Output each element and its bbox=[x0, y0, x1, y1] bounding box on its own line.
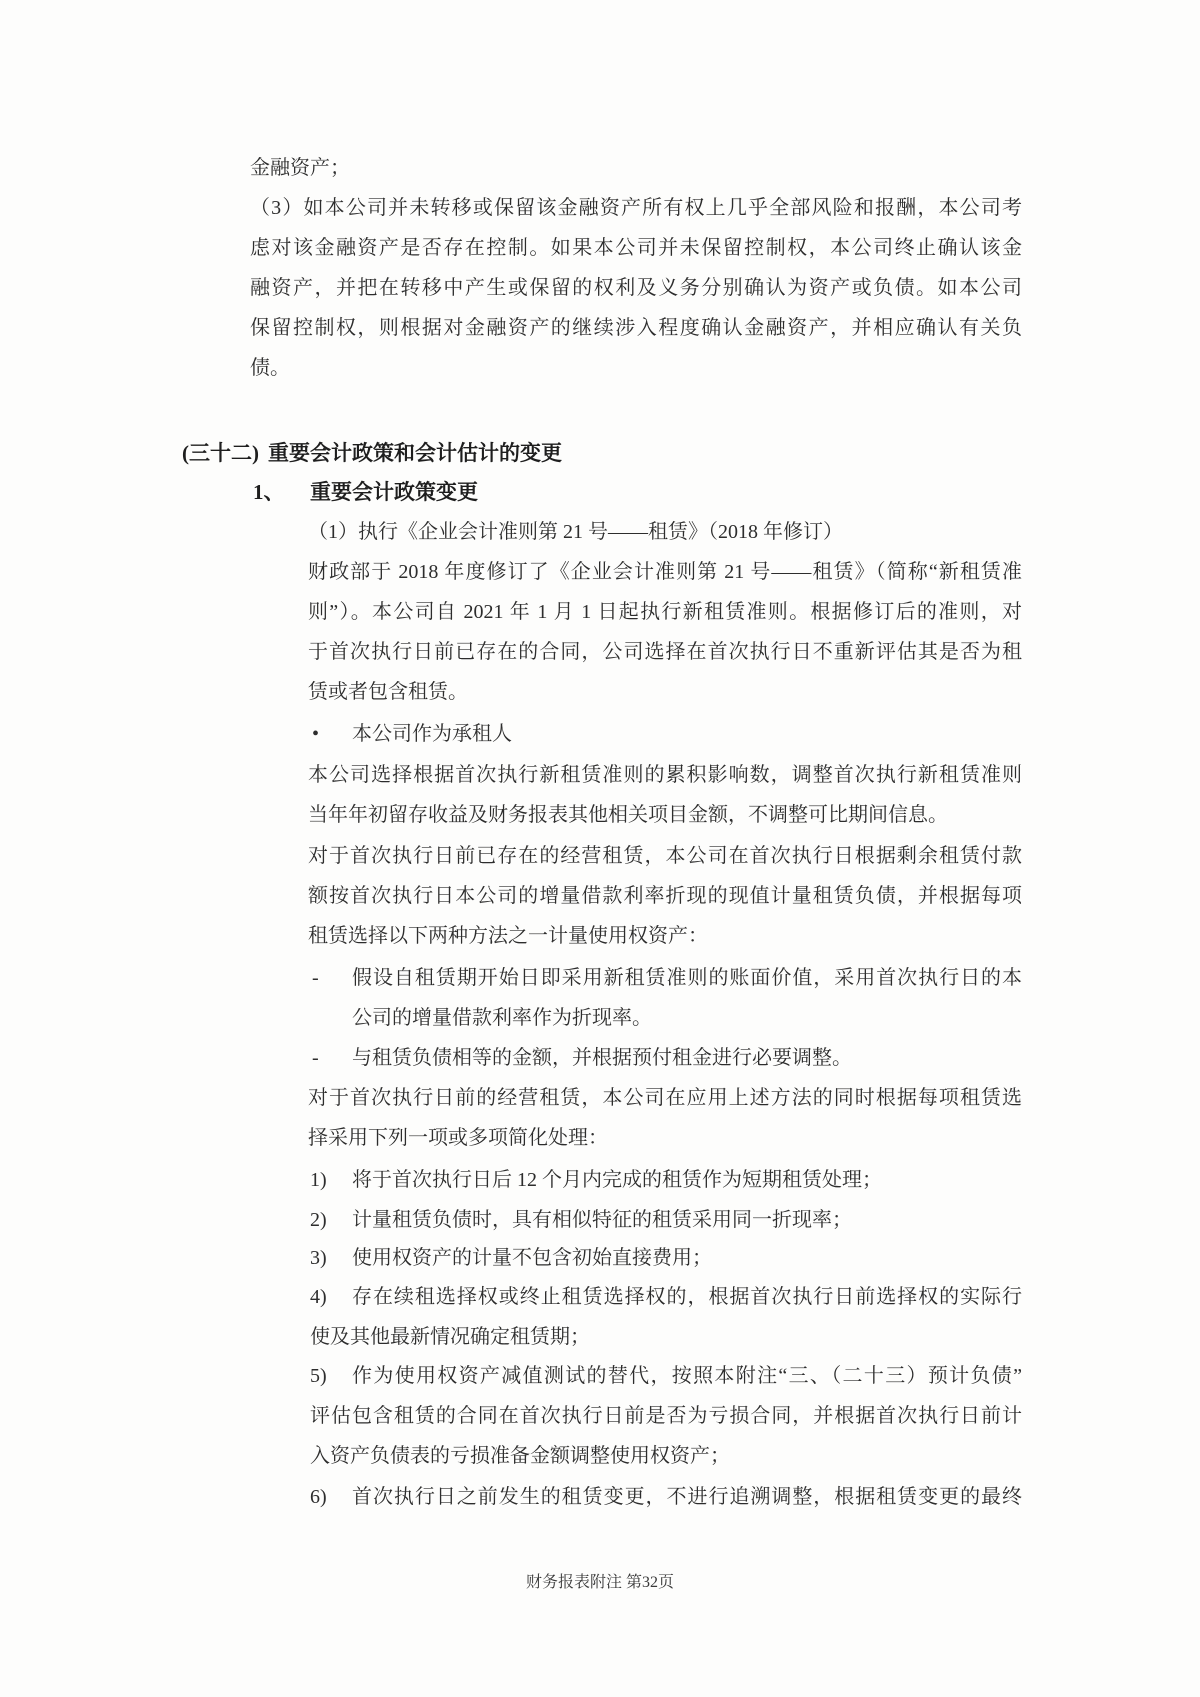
page-footer: 财务报表附注 第32页 bbox=[525, 1574, 674, 1591]
numbered-item5-line-2: 评估包含租赁的合同在首次执行日前是否为亏损合同，并根据首次执行日前计 bbox=[310, 1405, 1022, 1427]
para-existing-line-1: 对于首次执行日前已存在的经营租赁，本公司在首次执行日根据剩余租赁付款 bbox=[308, 845, 1022, 867]
point1-heading: （1）执行《企业会计准则第 21 号——租赁》（2018 年修订） bbox=[308, 521, 843, 543]
para-intro-line-4: 赁或者包含租赁。 bbox=[308, 681, 468, 703]
para-intro-line-3: 于首次执行日前已存在的合同，公司选择在首次执行日不重新评估其是否为租 bbox=[308, 641, 1022, 663]
carryover-text-line: 金融资产； bbox=[250, 157, 350, 179]
numbered-item6-line-1: 首次执行日之前发生的租赁变更，不进行追溯调整，根据租赁变更的最终 bbox=[352, 1486, 1022, 1508]
para-simplify-line-1: 对于首次执行日前的经营租赁，本公司在应用上述方法的同时根据每项租赁选 bbox=[308, 1087, 1022, 1109]
numbered-marker-6: 6) bbox=[310, 1486, 327, 1508]
para-simplify-line-2: 择采用下列一项或多项简化处理： bbox=[308, 1127, 608, 1149]
dash-item1-line-2: 公司的增量借款利率作为折现率。 bbox=[352, 1007, 652, 1029]
para-intro-line-2: 则”）。本公司自 2021 年 1 月 1 日起执行新租赁准则。根据修订后的准则，对 bbox=[308, 601, 1022, 623]
section-number: (三十二) bbox=[182, 441, 259, 465]
dash-marker-1: - bbox=[312, 967, 319, 989]
numbered-item4-line-2: 使及其他最新情况确定租赁期； bbox=[310, 1326, 590, 1348]
section-title: 重要会计政策和会计估计的变更 bbox=[268, 441, 562, 465]
dash-item2-line-1: 与租赁负债相等的金额，并根据预付租金进行必要调整。 bbox=[352, 1047, 852, 1069]
para-intro-line-1: 财政部于 2018 年度修订了《企业会计准则第 21 号——租赁》（简称“新租赁准 bbox=[308, 561, 1022, 583]
numbered-marker-3: 3) bbox=[310, 1247, 327, 1269]
para3-line-5: 债。 bbox=[250, 357, 290, 379]
numbered-item3-line-1: 使用权资产的计量不包含初始直接费用； bbox=[352, 1247, 712, 1269]
numbered-marker-1: 1) bbox=[310, 1169, 327, 1191]
numbered-marker-4: 4) bbox=[310, 1286, 327, 1308]
dash-item1-line-1: 假设自租赁期开始日即采用新租赁准则的账面价值，采用首次执行日的本 bbox=[352, 967, 1022, 989]
numbered-item4-line-1: 存在续租选择权或终止租赁选择权的，根据首次执行日前选择权的实际行 bbox=[352, 1286, 1022, 1308]
bullet-text: 本公司作为承租人 bbox=[352, 723, 512, 745]
numbered-marker-2: 2) bbox=[310, 1209, 327, 1231]
numbered-item5-line-3: 入资产负债表的亏损准备金额调整使用权资产； bbox=[310, 1445, 730, 1467]
para3-line-1: （3）如本公司并未转移或保留该金融资产所有权上几乎全部风险和报酬，本公司考 bbox=[250, 197, 1022, 219]
para3-line-2: 虑对该金融资产是否存在控制。如果本公司并未保留控制权，本公司终止确认该金 bbox=[250, 237, 1022, 259]
numbered-item2-line-1: 计量租赁负债时，具有相似特征的租赁采用同一折现率； bbox=[352, 1209, 852, 1231]
numbered-item1-line-1: 将于首次执行日后 12 个月内完成的租赁作为短期租赁处理； bbox=[352, 1169, 882, 1191]
numbered-item5-line-1: 作为使用权资产减值测试的替代，按照本附注“三、（二十三）预计负债” bbox=[352, 1365, 1022, 1387]
para-existing-line-3: 租赁选择以下两种方法之一计量使用权资产： bbox=[308, 925, 708, 947]
section-heading bbox=[182, 433, 562, 473]
subsection-number: 1、 bbox=[253, 480, 285, 504]
para3-line-3: 融资产，并把在转移中产生或保留的权利及义务分别确认为资产或负债。如本公司 bbox=[250, 277, 1022, 299]
para-cumulative-line-2: 当年年初留存收益及财务报表其他相关项目金额，不调整可比期间信息。 bbox=[308, 804, 948, 826]
numbered-marker-5: 5) bbox=[310, 1365, 327, 1387]
dash-marker-2: - bbox=[312, 1047, 319, 1069]
para-existing-line-2: 额按首次执行日本公司的增量借款利率折现的现值计量租赁负债，并根据每项 bbox=[308, 885, 1022, 907]
subsection-title: 重要会计政策变更 bbox=[310, 480, 478, 504]
para3-line-4: 保留控制权，则根据对金融资产的继续涉入程度确认金融资产，并相应确认有关负 bbox=[250, 317, 1022, 339]
bullet-marker-icon: • bbox=[312, 723, 320, 745]
para-cumulative-line-1: 本公司选择根据首次执行新租赁准则的累积影响数，调整首次执行新租赁准则 bbox=[308, 764, 1022, 786]
